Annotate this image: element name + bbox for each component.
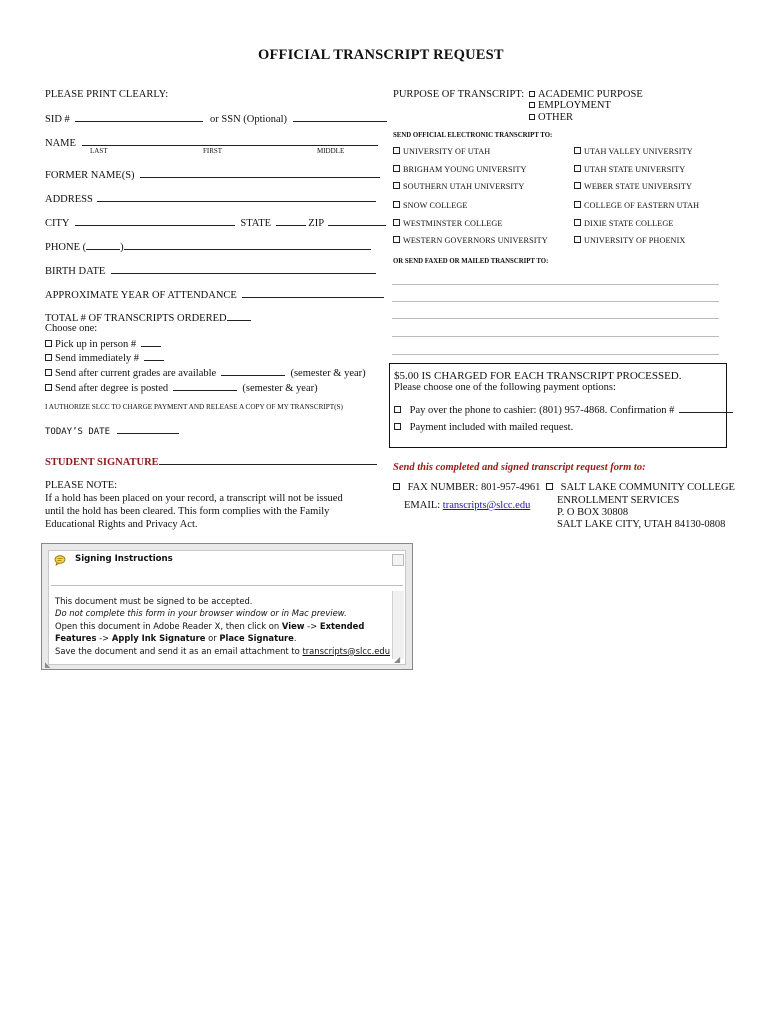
signing-instructions-inner bbox=[48, 550, 406, 665]
school-option[interactable] bbox=[393, 182, 524, 191]
city-label: CITY bbox=[45, 218, 70, 229]
checkbox[interactable] bbox=[394, 406, 401, 413]
address-field[interactable] bbox=[97, 192, 376, 202]
school-option[interactable] bbox=[393, 219, 502, 228]
authorize-text: I AUTHORIZE SLCC TO CHARGE PAYMENT AND RELEASE A COPY OF MY TRANSCRIPT(S) bbox=[45, 403, 343, 411]
school-label: UTAH STATE UNIVERSITY bbox=[584, 165, 686, 174]
name-field[interactable] bbox=[82, 136, 378, 146]
option-after-degree[interactable] bbox=[45, 381, 318, 394]
mail-address-line[interactable] bbox=[392, 336, 719, 337]
checkbox[interactable] bbox=[393, 201, 400, 208]
total-label: TOTAL # OF TRANSCRIPTS ORDERED bbox=[45, 313, 227, 324]
birth-date-label: BIRTH DATE bbox=[45, 266, 106, 277]
sid-label: SID # bbox=[45, 114, 70, 125]
school-option[interactable] bbox=[393, 236, 548, 245]
payment-phone-option[interactable] bbox=[394, 403, 733, 416]
school-label: WESTMINSTER COLLEGE bbox=[403, 219, 503, 228]
panel-divider bbox=[51, 585, 403, 586]
zip-label: ZIP bbox=[308, 218, 324, 229]
sid-field[interactable] bbox=[75, 112, 203, 122]
text: Open this document in Adobe Reader X, then click on bbox=[55, 620, 282, 631]
panel-scrollbar[interactable] bbox=[392, 591, 404, 659]
signing-text bbox=[55, 595, 390, 657]
comment-icon bbox=[54, 555, 66, 569]
page-title: OFFICIAL TRANSCRIPT REQUEST bbox=[258, 47, 504, 63]
checkbox[interactable] bbox=[393, 236, 400, 243]
email-link[interactable]: transcripts@slcc.edu bbox=[442, 500, 531, 511]
after-grades-field[interactable] bbox=[221, 366, 285, 376]
former-names-field[interactable] bbox=[140, 168, 380, 178]
option-label: Pick up in person # bbox=[55, 339, 137, 350]
school-option[interactable] bbox=[393, 147, 490, 156]
birth-date-field[interactable] bbox=[111, 264, 376, 274]
checkbox[interactable] bbox=[574, 236, 581, 243]
name-sub-last: LAST bbox=[90, 147, 108, 155]
name-sub-first: FIRST bbox=[203, 147, 223, 155]
school-label: WESTERN GOVERNORS UNIVERSITY bbox=[403, 236, 548, 245]
school-option[interactable] bbox=[574, 147, 693, 156]
checkbox[interactable] bbox=[45, 354, 52, 361]
option-label: Send immediately # bbox=[55, 353, 139, 364]
address-label: ADDRESS bbox=[45, 194, 93, 205]
mail-address-line[interactable] bbox=[392, 354, 719, 355]
phone-paren: ) bbox=[120, 242, 124, 253]
school-option[interactable] bbox=[574, 201, 699, 210]
purpose-option-label: EMPLOYMENT bbox=[538, 100, 611, 111]
school-label: BRIGHAM YOUNG UNIVERSITY bbox=[403, 165, 527, 174]
name-label: NAME bbox=[45, 138, 76, 149]
signing-instructions-header: Signing Instructions bbox=[75, 554, 173, 564]
text: or bbox=[205, 633, 220, 644]
checkbox[interactable] bbox=[45, 384, 52, 391]
place-signature-text: Place Signature bbox=[219, 633, 294, 644]
mail-address-line[interactable] bbox=[392, 284, 719, 285]
address-line: SALT LAKE COMMUNITY COLLEGE bbox=[560, 482, 735, 493]
student-signature-row bbox=[45, 455, 377, 468]
resize-grip-icon[interactable]: ◢ bbox=[394, 655, 401, 664]
fax-number: FAX NUMBER: 801-957-4961 bbox=[407, 482, 541, 493]
phone-field[interactable] bbox=[124, 240, 371, 250]
city-field[interactable] bbox=[75, 216, 235, 226]
checkbox[interactable] bbox=[546, 483, 553, 490]
print-clearly-label: PLEASE PRINT CLEARLY: bbox=[45, 89, 169, 100]
payment-heading: $5.00 IS CHARGED FOR EACH TRANSCRIPT PROCESSED. bbox=[394, 370, 682, 382]
state-label: STATE bbox=[240, 218, 272, 229]
extended-text: Extended bbox=[319, 620, 365, 631]
checkbox[interactable] bbox=[393, 165, 400, 172]
checkbox[interactable] bbox=[393, 182, 400, 189]
checkbox[interactable] bbox=[574, 201, 581, 208]
signing-line-4 bbox=[55, 632, 390, 644]
signing-line-3 bbox=[55, 620, 390, 632]
checkbox[interactable] bbox=[574, 219, 581, 226]
total-field[interactable] bbox=[227, 311, 251, 321]
phone-label: PHONE ( bbox=[45, 242, 87, 253]
address-row bbox=[45, 192, 376, 205]
apply-ink-text: Apply Ink Signature bbox=[111, 633, 206, 644]
school-option[interactable] bbox=[574, 182, 692, 191]
checkbox[interactable] bbox=[394, 423, 401, 430]
todays-date-label: TODAY’S DATE bbox=[45, 427, 111, 437]
email-label: EMAIL: bbox=[404, 500, 441, 511]
after-degree-field[interactable] bbox=[173, 381, 237, 391]
note-line: until the hold has been cleared. This form complies with the Family bbox=[45, 506, 330, 517]
checkbox[interactable] bbox=[393, 483, 400, 490]
resize-grip-icon[interactable]: ◣ bbox=[45, 661, 51, 669]
signing-line-2: Do not complete this form in your browser window or in Mac preview. bbox=[55, 608, 347, 619]
purpose-employment[interactable] bbox=[529, 100, 611, 111]
school-label: UNIVERSITY OF UTAH bbox=[403, 147, 491, 156]
checkbox[interactable] bbox=[393, 147, 400, 154]
panel-close-box[interactable] bbox=[392, 554, 404, 566]
email-link[interactable]: transcripts@slcc.edu bbox=[302, 645, 391, 656]
fax-option[interactable] bbox=[393, 482, 540, 493]
checkbox[interactable] bbox=[529, 91, 535, 97]
option-suffix: (semester & year) bbox=[242, 383, 318, 394]
checkbox[interactable] bbox=[45, 340, 52, 347]
ssn-field[interactable] bbox=[293, 112, 387, 122]
pickup-count-field[interactable] bbox=[141, 337, 161, 347]
faxed-header: OR SEND FAXED OR MAILED TRANSCRIPT TO: bbox=[393, 258, 549, 265]
student-signature-field[interactable] bbox=[159, 455, 377, 465]
school-option[interactable] bbox=[574, 219, 673, 228]
mail-address-line[interactable] bbox=[392, 318, 719, 319]
choose-one-label: Choose one: bbox=[45, 323, 98, 334]
school-option[interactable] bbox=[393, 165, 527, 174]
electronic-header: SEND OFFICIAL ELECTRONIC TRANSCRIPT TO: bbox=[393, 132, 553, 139]
payment-mail-option[interactable] bbox=[394, 422, 573, 433]
purpose-academic[interactable] bbox=[529, 89, 643, 100]
email-row bbox=[404, 500, 530, 511]
purpose-other[interactable] bbox=[529, 112, 573, 123]
city-row bbox=[45, 216, 386, 229]
checkbox[interactable] bbox=[45, 369, 52, 376]
note-line: Educational Rights and Privacy Act. bbox=[45, 519, 198, 530]
attendance-row bbox=[45, 288, 384, 301]
school-label: DIXIE STATE COLLEGE bbox=[584, 219, 674, 228]
phone-area-field[interactable] bbox=[86, 240, 120, 250]
payment-mail-label: Payment included with mailed request. bbox=[409, 422, 574, 433]
state-field[interactable] bbox=[276, 216, 306, 226]
mail-address-line[interactable] bbox=[392, 301, 719, 302]
purpose-option-label: OTHER bbox=[538, 112, 573, 123]
please-note-label: PLEASE NOTE: bbox=[45, 480, 118, 491]
option-suffix: (semester & year) bbox=[290, 368, 366, 379]
checkbox[interactable] bbox=[574, 147, 581, 154]
former-names-label: FORMER NAME(S) bbox=[45, 170, 135, 181]
address-line: ENROLLMENT SERVICES bbox=[557, 495, 680, 506]
note-line: If a hold has been placed on your record, a transcript will not be issued bbox=[45, 493, 343, 504]
student-signature-label: STUDENT SIGNATURE bbox=[45, 457, 159, 468]
school-label: SOUTHERN UTAH UNIVERSITY bbox=[403, 182, 525, 191]
school-label: UTAH VALLEY UNIVERSITY bbox=[584, 147, 693, 156]
text: Save the document and send it as an email attachment to bbox=[55, 645, 303, 656]
text: -> bbox=[304, 620, 320, 631]
zip-field[interactable] bbox=[328, 216, 386, 226]
address-line: P. O BOX 30808 bbox=[557, 507, 629, 518]
payment-phone-label: Pay over the phone to cashier: (801) 957-4868. Confirmation # bbox=[409, 405, 675, 416]
view-menu-text: View bbox=[281, 620, 305, 631]
payment-subheading: Please choose one of the following payment options: bbox=[394, 382, 616, 393]
signing-instructions-panel bbox=[41, 543, 413, 670]
send-form-to-heading: Send this completed and signed transcript request form to: bbox=[393, 462, 646, 473]
purpose-option-label: ACADEMIC PURPOSE bbox=[538, 89, 643, 100]
school-label: SNOW COLLEGE bbox=[403, 201, 468, 210]
attendance-field[interactable] bbox=[242, 288, 384, 298]
option-label: Send after current grades are available bbox=[55, 368, 217, 379]
option-after-grades[interactable] bbox=[45, 366, 366, 379]
features-text: Features bbox=[55, 633, 97, 644]
school-option[interactable] bbox=[393, 201, 468, 210]
checkbox[interactable] bbox=[393, 219, 400, 226]
todays-date-row bbox=[45, 424, 179, 437]
text: . bbox=[293, 633, 297, 644]
option-pickup[interactable] bbox=[45, 337, 161, 350]
signing-line-1: This document must be signed to be accepted. bbox=[55, 596, 253, 606]
text: -> bbox=[96, 633, 112, 644]
name-sub-middle: MIDDLE bbox=[317, 147, 345, 155]
ssn-label: or SSN (Optional) bbox=[210, 114, 288, 125]
checkbox[interactable] bbox=[574, 182, 581, 189]
signing-line-5 bbox=[55, 645, 390, 657]
purpose-label: PURPOSE OF TRANSCRIPT: bbox=[393, 89, 525, 100]
address-line: SALT LAKE CITY, UTAH 84130-0808 bbox=[557, 519, 726, 530]
phone-row bbox=[45, 240, 371, 253]
former-names-row bbox=[45, 168, 380, 181]
send-immediately-count-field[interactable] bbox=[144, 351, 164, 361]
todays-date-field[interactable] bbox=[117, 424, 179, 434]
checkbox[interactable] bbox=[529, 114, 535, 120]
option-label: Send after degree is posted bbox=[55, 383, 169, 394]
checkbox[interactable] bbox=[529, 102, 535, 108]
confirmation-field[interactable] bbox=[679, 403, 733, 413]
school-label: WEBER STATE UNIVERSITY bbox=[584, 182, 692, 191]
birth-date-row bbox=[45, 264, 376, 277]
school-option[interactable] bbox=[574, 165, 685, 174]
school-label: UNIVERSITY OF PHOENIX bbox=[584, 236, 686, 245]
school-label: COLLEGE OF EASTERN UTAH bbox=[584, 201, 700, 210]
school-option[interactable] bbox=[574, 236, 685, 245]
option-send-immediately[interactable] bbox=[45, 351, 164, 364]
attendance-label: APPROXIMATE YEAR OF ATTENDANCE bbox=[45, 290, 237, 301]
sid-row bbox=[45, 112, 387, 125]
checkbox[interactable] bbox=[574, 165, 581, 172]
mail-option[interactable] bbox=[546, 482, 735, 493]
